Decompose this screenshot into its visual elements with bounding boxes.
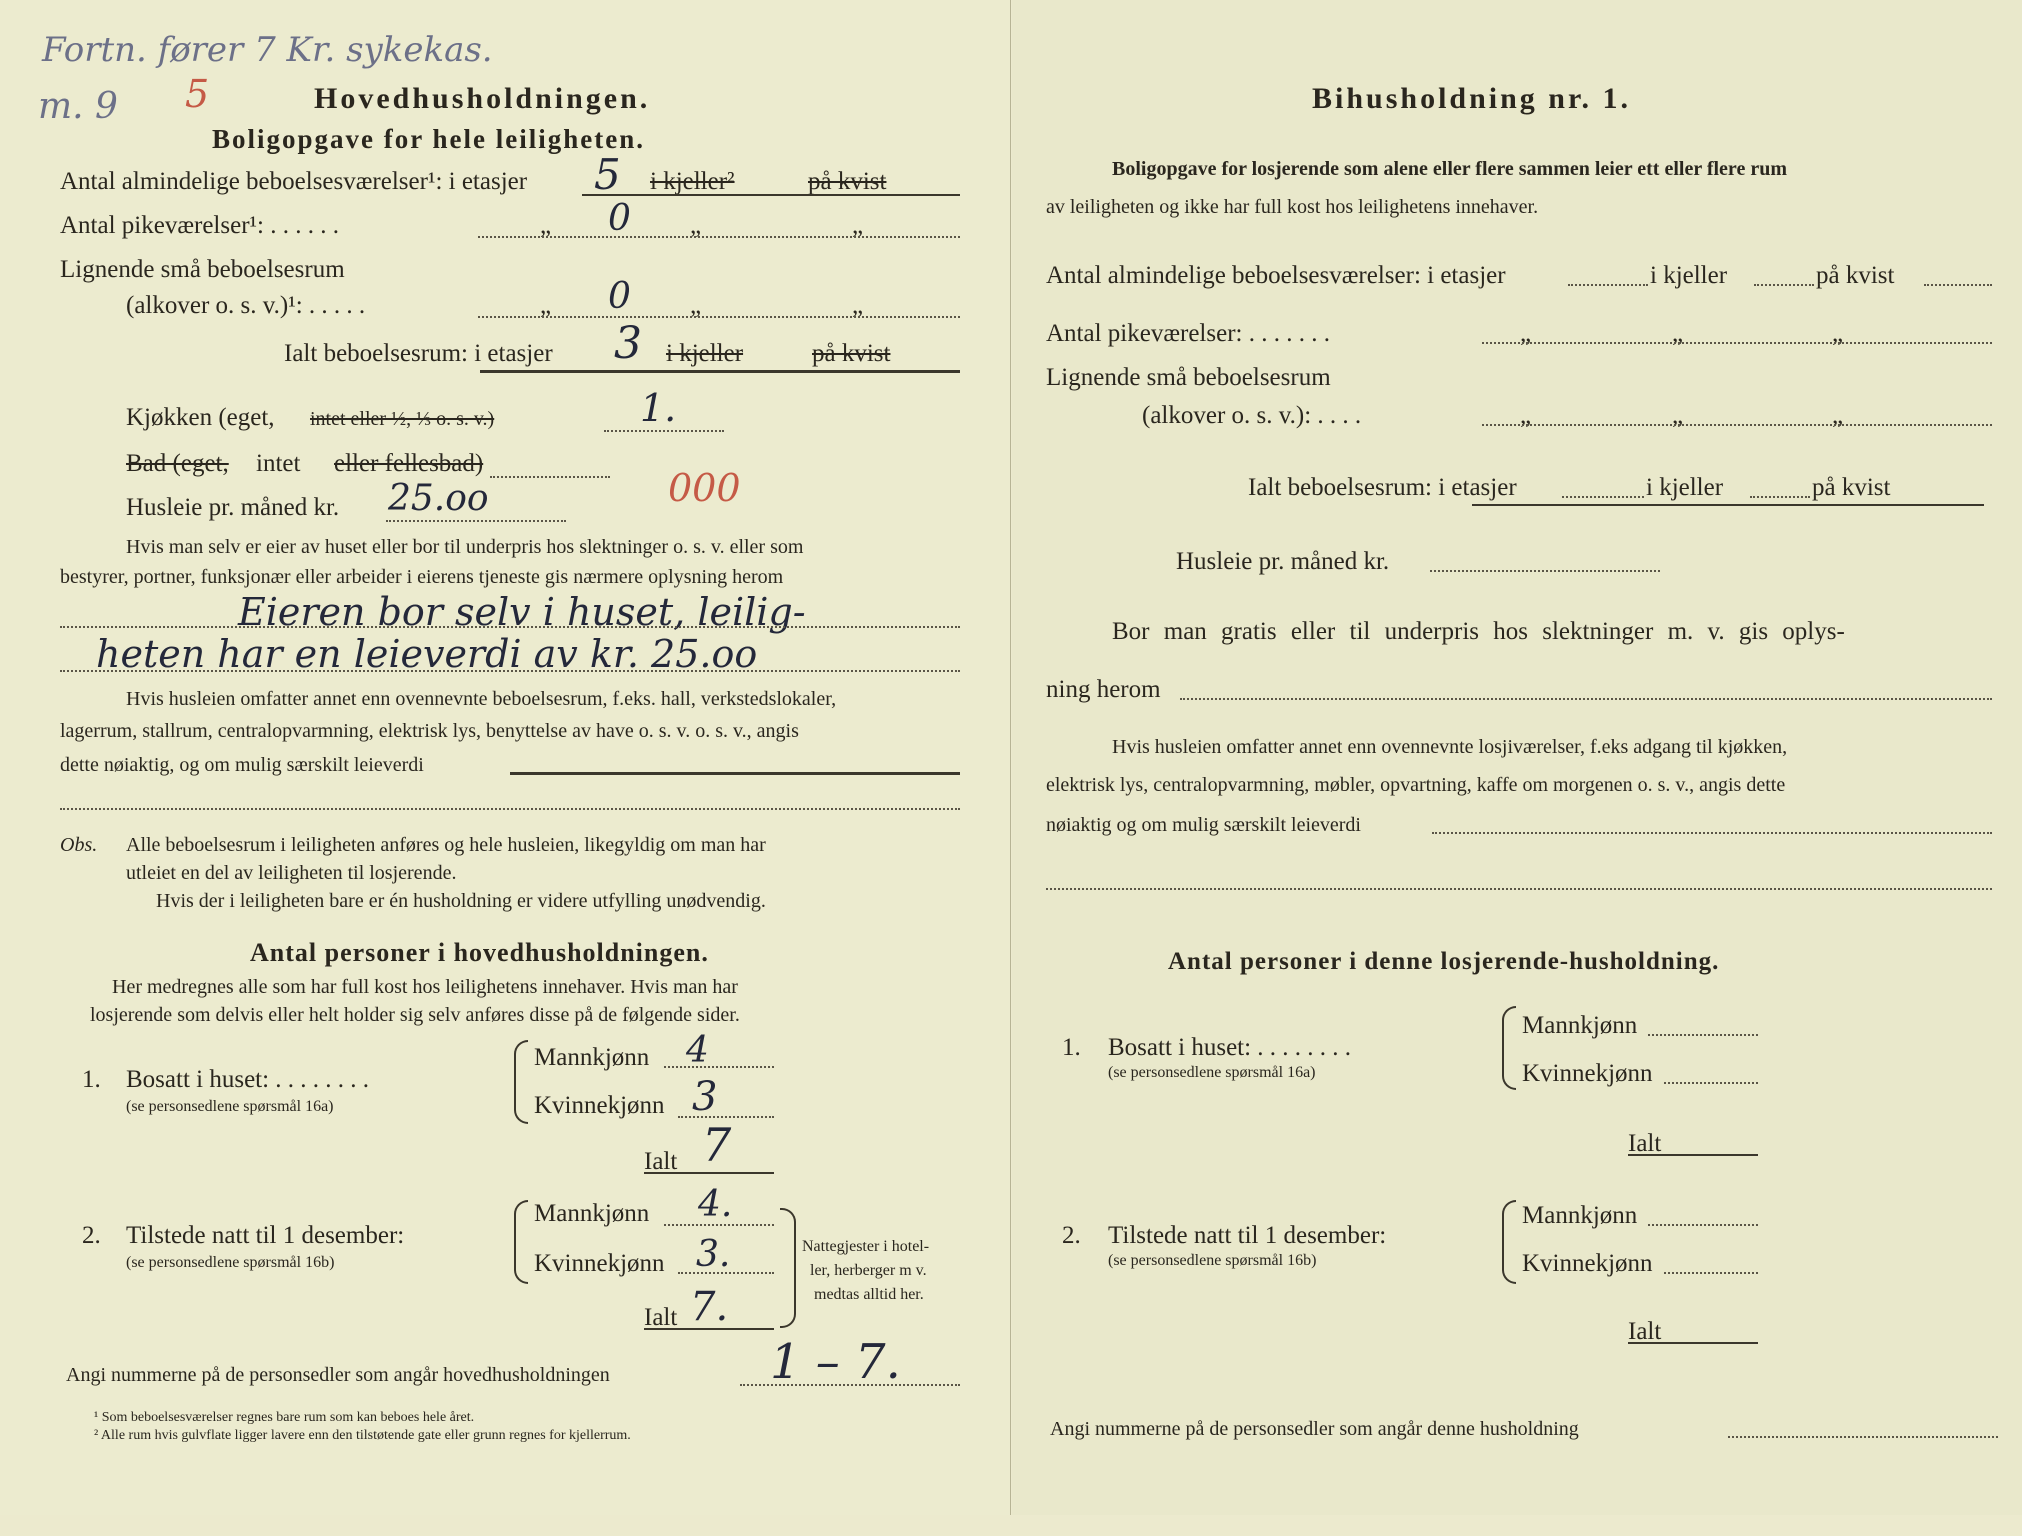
q1-female-value[interactable]: 3: [692, 1074, 718, 1120]
right-q1-total-label: Ialt: [1628, 1130, 1662, 1157]
small-rooms-label: Lignende små beboelsesrum: [60, 256, 345, 283]
rent-includes-1: Hvis husleien omfatter annet enn ovennevnte beboelsesrum, f.eks. hall, verkstedslokaler,: [126, 688, 837, 710]
maid-rooms-ditto-3: „: [852, 212, 864, 239]
rent-includes-line: [510, 772, 960, 775]
q2-male-line: [664, 1224, 774, 1226]
right-q1-number: 1.: [1062, 1034, 1081, 1061]
persons-text-1: Her medregnes alle som har full kost hos leilighetens innehaver. Hvis man har: [112, 976, 738, 998]
q2-brace: [514, 1200, 528, 1284]
rooms-floors-value[interactable]: 5: [594, 150, 621, 199]
owner-instruction-1: Hvis man selv er eier av huset eller bor til underpris hos slektninger o. s. v. eller som: [126, 536, 804, 558]
q2-female-label: Kvinnekjønn: [534, 1250, 665, 1277]
q2-total-label: Ialt: [644, 1304, 678, 1331]
rent-includes-line-2: [60, 808, 960, 810]
right-rooms-line-3: [1924, 284, 1992, 286]
right-total-line-2: [1750, 496, 1810, 498]
maid-rooms-label: Antal pikeværelser¹: . . . . . .: [60, 212, 339, 239]
right-rooms-line-1: [1568, 284, 1648, 286]
q1-number: 1.: [82, 1066, 101, 1093]
q2-male-value[interactable]: 4.: [698, 1184, 733, 1225]
small-rooms-line: [478, 316, 960, 318]
page-subtitle: Boligopgave for hele leiligheten.: [212, 124, 645, 154]
bath-shared-label: eller fellesbad): [334, 450, 484, 477]
right-includes-1: Hvis husleien omfatter annet enn ovennevnte losjiværelser, f.eks adgang til kjøkken,: [1112, 736, 1788, 758]
q2-male-label: Mannkjønn: [534, 1200, 650, 1227]
small-rooms-value[interactable]: 0: [608, 276, 631, 317]
right-q2-female-line: [1664, 1272, 1758, 1274]
rent-line: [386, 520, 566, 522]
obs-text-2: utleiet en del av leiligheten til losjerende.: [126, 862, 457, 884]
q1-total-value[interactable]: 7: [702, 1118, 732, 1172]
right-title: Bihusholdning nr. 1.: [1312, 82, 1632, 115]
small-rooms-ditto-1: „: [540, 292, 552, 319]
small-rooms-label-2: (alkover o. s. v.)¹: . . . . .: [126, 292, 366, 319]
right-rooms-attic: på kvist: [1816, 262, 1895, 289]
right-q1-male-label: Mannkjønn: [1522, 1012, 1638, 1039]
right-maid-ditto-2: „: [1672, 320, 1684, 347]
main-household-page: [0, 0, 1011, 1515]
rooms-label: Antal almindelige beboelsesværelser¹: i etasjer: [60, 168, 528, 195]
q2-note-3: medtas alltid her.: [814, 1286, 924, 1303]
maid-rooms-value[interactable]: 0: [608, 198, 631, 239]
footnote-1: ¹ Som beboelsesværelser regnes bare rum som kan beboes hele året.: [94, 1410, 475, 1425]
obs-label: Obs.: [60, 834, 98, 856]
small-rooms-ditto-3: „: [852, 292, 864, 319]
right-q1-female-line: [1664, 1082, 1758, 1084]
right-q2-label: Tilstede natt til 1 desember:: [1108, 1222, 1387, 1249]
person-numbers-label: Angi nummerne på de personsedler som angår hovedhusholdningen: [66, 1364, 610, 1386]
q2-female-value[interactable]: 3.: [696, 1234, 731, 1275]
q1-total-label: Ialt: [644, 1148, 678, 1175]
owner-line-1: [60, 626, 960, 628]
small-rooms-ditto-2: „: [690, 292, 702, 319]
q1-male-value[interactable]: 4: [686, 1030, 709, 1071]
total-rooms-value[interactable]: 3: [614, 318, 642, 369]
owner-handwritten-2[interactable]: heten har en leieverdi av kr. 25.oo: [96, 632, 758, 676]
rent-includes-3: dette nøiaktig, og om mulig særskilt leieverdi: [60, 754, 424, 776]
right-small-ditto-2: „: [1672, 402, 1684, 429]
page-title: Hovedhusholdningen.: [314, 82, 651, 115]
q1-brace: [514, 1040, 528, 1124]
kitchen-options: intet eller ½, ⅓ o. s. v.): [310, 408, 495, 430]
handwritten-note-top: Fortn. fører 7 Kr. sykekas.: [42, 30, 493, 70]
sub-household-page: [1012, 0, 2022, 1515]
maid-rooms-ditto-1: „: [540, 212, 552, 239]
right-rent-line: [1430, 570, 1660, 572]
person-numbers-line: [740, 1384, 960, 1386]
q2-sub: (se personsedlene spørsmål 16b): [126, 1254, 335, 1271]
right-q1-brace: [1502, 1006, 1516, 1090]
owner-instruction-2: bestyrer, portner, funksjonær eller arbeider i eierens tjeneste gis nærmere oplysning herom: [60, 566, 784, 588]
right-intro-2: av leiligheten og ikke har full kost hos leilighetens innehaver.: [1046, 196, 1539, 218]
right-q1-total-line: [1628, 1154, 1758, 1156]
right-includes-3: nøiaktig og om mulig særskilt leieverdi: [1046, 814, 1361, 836]
total-rooms-label: Ialt beboelsesrum: i etasjer: [284, 340, 553, 367]
right-q2-sub: (se personsedlene spørsmål 16b): [1108, 1252, 1317, 1269]
right-q1-label: Bosatt i huset: . . . . . . . .: [1108, 1034, 1352, 1061]
right-q2-number: 2.: [1062, 1222, 1081, 1249]
bath-none-label: intet: [256, 450, 301, 477]
handwritten-red-number: 5: [185, 72, 210, 116]
owner-line-2: [60, 670, 960, 672]
right-total-attic: på kvist: [1812, 474, 1891, 501]
q2-female-line: [678, 1272, 774, 1274]
right-q2-brace: [1502, 1200, 1516, 1284]
right-maid-label: Antal pikeværelser: . . . . . . .: [1046, 320, 1330, 347]
right-includes-2: elektrisk lys, centralopvarmning, møbler, opvartning, kaffe om morgenen o. s. v., angis dette: [1046, 774, 1786, 796]
kitchen-line: [604, 430, 724, 432]
right-q1-male-line: [1648, 1034, 1758, 1036]
q1-female-label: Kvinnekjønn: [534, 1092, 665, 1119]
right-q2-female-label: Kvinnekjønn: [1522, 1250, 1653, 1277]
persons-title: Antal personer i hovedhusholdningen.: [250, 938, 709, 967]
total-rooms-line: [480, 370, 960, 373]
right-q1-sub: (se personsedlene spørsmål 16a): [1108, 1064, 1316, 1081]
right-total-cellar: i kjeller: [1646, 474, 1724, 501]
q2-label: Tilstede natt til 1 desember:: [126, 1222, 405, 1249]
right-maid-ditto-1: „: [1520, 320, 1532, 347]
kitchen-label: Kjøkken (eget,: [126, 404, 275, 431]
right-persons-title: Antal personer i denne losjerende-husholdning.: [1168, 948, 1720, 975]
q1-sub: (se personsedlene spørsmål 16a): [126, 1098, 334, 1115]
maid-rooms-line: [478, 236, 960, 238]
right-q2-total-line: [1628, 1342, 1758, 1344]
right-total-underline: [1472, 504, 1984, 506]
right-free-text-2: ning herom: [1046, 676, 1161, 703]
footnote-2: ² Alle rum hvis gulvflate ligger lavere enn den tilstøtende gate eller grunn regnes for kjellerrum.: [94, 1428, 631, 1443]
rent-value[interactable]: 25.oo: [388, 478, 489, 519]
right-person-numbers-label: Angi nummerne på de personsedler som angår denne husholdning: [1050, 1418, 1579, 1440]
q2-note-1: Nattegjester i hotel-: [802, 1238, 930, 1255]
kitchen-value[interactable]: 1.: [640, 386, 677, 430]
right-q2-male-line: [1648, 1224, 1758, 1226]
right-rooms-label: Antal almindelige beboelsesværelser: i etasjer: [1046, 262, 1506, 289]
q1-male-line: [664, 1066, 774, 1068]
maid-rooms-ditto-2: „: [690, 212, 702, 239]
q2-number: 2.: [82, 1222, 101, 1249]
q2-note-2: ler, herberger m v.: [810, 1262, 927, 1279]
right-free-line: [1180, 698, 1992, 700]
obs-text-1: Alle beboelsesrum i leiligheten anføres og hele husleien, likegyldig om man har: [126, 834, 766, 856]
right-total-label: Ialt beboelsesrum: i etasjer: [1248, 474, 1517, 501]
right-rooms-line-2: [1754, 284, 1814, 286]
person-numbers-value[interactable]: 1 – 7.: [770, 1334, 901, 1390]
rooms-cellar-label: i kjeller²: [650, 168, 735, 195]
right-free-text-1: Bor man gratis eller til underpris hos slektninger m. v. gis oplys-: [1112, 618, 1845, 645]
rent-red-annotation: 000: [668, 466, 741, 510]
right-rooms-cellar: i kjeller: [1650, 262, 1728, 289]
rooms-attic-label: på kvist: [808, 168, 887, 195]
right-person-numbers-line: [1728, 1436, 1998, 1438]
total-cellar-label: i kjeller: [666, 340, 744, 367]
right-small-ditto-3: „: [1832, 402, 1844, 429]
owner-handwritten-1[interactable]: Eieren bor selv i huset, leilig-: [238, 590, 806, 634]
right-q2-total-label: Ialt: [1628, 1318, 1662, 1345]
right-rent-label: Husleie pr. måned kr.: [1176, 548, 1390, 575]
total-attic-label: på kvist: [812, 340, 891, 367]
q1-label: Bosatt i huset: . . . . . . . .: [126, 1066, 370, 1093]
q1-total-line: [644, 1172, 774, 1174]
right-q2-male-label: Mannkjønn: [1522, 1202, 1638, 1229]
right-small-label: Lignende små beboelsesrum: [1046, 364, 1331, 391]
right-maid-line: [1482, 342, 1992, 344]
right-q1-female-label: Kvinnekjønn: [1522, 1060, 1653, 1087]
right-includes-line-1: [1432, 832, 1992, 834]
rent-includes-2: lagerrum, stallrum, centralopvarmning, elektrisk lys, benyttelse av have o. s. v. o. s. v., angis: [60, 720, 799, 742]
q2-right-brace: [780, 1208, 796, 1328]
q2-total-value[interactable]: 7.: [690, 1284, 729, 1330]
obs-text-3: Hvis der i leiligheten bare er én husholdning er videre utfylling unødvendig.: [156, 890, 766, 912]
right-includes-line-2: [1046, 888, 1992, 890]
rent-label: Husleie pr. måned kr.: [126, 494, 340, 521]
bath-line: [490, 476, 610, 478]
right-small-line: [1482, 424, 1992, 426]
right-small-label-2: (alkover o. s. v.): . . . .: [1142, 402, 1362, 429]
persons-text-2: losjerende som delvis eller helt holder sig selv anføres disse på de følgende sider.: [90, 1004, 740, 1026]
q1-male-label: Mannkjønn: [534, 1044, 650, 1071]
right-small-ditto-1: „: [1520, 402, 1532, 429]
bath-own-label: Bad (eget,: [126, 450, 229, 477]
right-maid-ditto-3: „: [1832, 320, 1844, 347]
handwritten-note-code: m. 9: [38, 86, 118, 127]
q2-total-line: [644, 1328, 774, 1330]
right-intro-1: Boligopgave for losjerende som alene eller flere sammen leier ett eller flere rum: [1112, 158, 1787, 180]
right-total-line-1: [1562, 496, 1644, 498]
rooms-field-line: [582, 194, 960, 196]
